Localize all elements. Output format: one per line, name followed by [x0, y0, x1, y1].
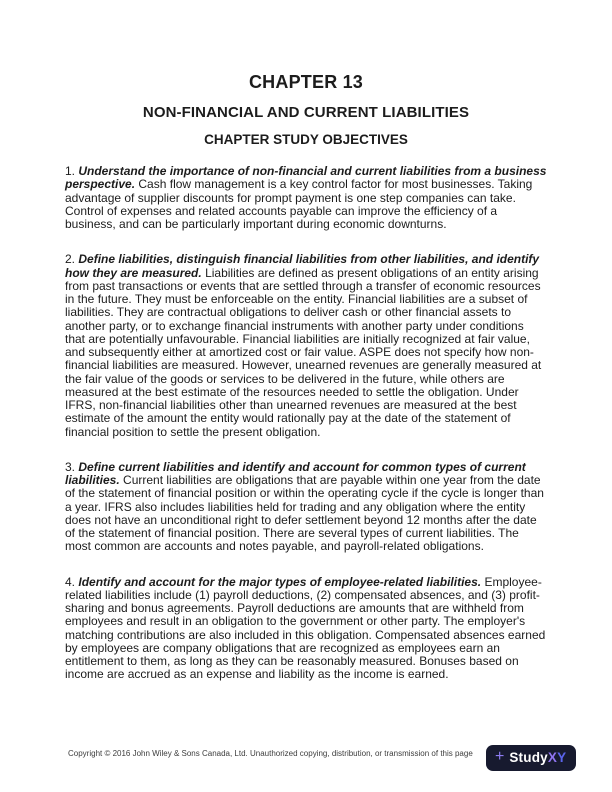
section-heading: CHAPTER STUDY OBJECTIVES: [204, 132, 408, 147]
objective-body: Cash flow management is a key control factor for most businesses. Taking advantage of supplier discounts for prompt payment is one step companies can take. Control of expenses and related accounts payable can improve the efficiency of a business, and can be particularly important during economic downturns.: [65, 177, 533, 231]
objective-body: Current liabilities are obligations that are payable within one year from the date of the statement of financial position or within the operating cycle if the cycle is longer than a year. IFRS also includes liabilities held for trading and any obligation where the entity does not have an unconditional right to defer settlement beyond 12 months after the date of the statement of financial position. There are several types of current liabilities. The most common are accounts and notes payable, and payroll-related obligations.: [65, 473, 544, 554]
objective-number: 3.: [65, 459, 76, 474]
objective-body: Employee-related liabilities include (1) payroll deductions, (2) compensated absences, and (3) profit-sharing and bonus agreements. Payroll deductions are amounts that are withheld from employees and result in an obligation to the government or other party. The employer's matching contributions are also included in this obligation. Compensated absences earned by employees are company obligations that are recognized as employees earn an entitlement to them, as long as they can be reasonably measured. Bonuses based on income are accrued as an expense and liability as the income is earned.: [65, 574, 546, 682]
objective-paragraph: [65, 253, 547, 439]
studyxy-brand-badge: [486, 745, 576, 771]
chapter-title: CHAPTER 13: [248, 72, 364, 92]
objective-lead: Define current liabilities and identify and account for common types of current liabilities.: [65, 459, 526, 487]
objective-number: 2.: [65, 252, 76, 267]
objective-number: 1.: [65, 164, 76, 178]
plus-icon: +: [495, 748, 505, 765]
objective-lead: Understand the importance of non-financial and current liabilities from a business perspective.: [65, 164, 547, 192]
objective-paragraph: [65, 165, 547, 231]
objective-number: 4.: [65, 574, 76, 589]
brand-name: [509, 751, 566, 765]
objective-paragraph: [65, 576, 547, 682]
objectives-list: [65, 165, 547, 682]
copyright-notice: Copyright © 2016 John Wiley & Sons Canada, Ltd. Unauthorized copying, distribution, or transmission of this page: [68, 749, 473, 758]
brand-name-x: X: [547, 750, 558, 766]
objective-lead: Define liabilities, distinguish financial liabilities from other liabilities, and identify how they are measured.: [65, 252, 540, 280]
brand-name-y: Y: [557, 750, 567, 766]
page-content: [65, 71, 547, 704]
objective-paragraph: [65, 461, 547, 554]
chapter-subtitle: NON-FINANCIAL AND CURRENT LIABILITIES: [142, 104, 470, 121]
brand-name-study: Study: [509, 750, 548, 766]
objective-body: Liabilities are defined as present obligations of an entity arising from past transactions or events that are settled through a transfer of economic resources in the future. They must be enforceable on the entity. Financial liabilities are a subset of liabilities. They are contractual obligations to deliver cash or other financial assets to another party, or to exchange financial instruments with another party under conditions that are potentially unfavourable. Financial liabilities are initially recognized at fair value, and subsequently either at amortized cost or fair value. ASPE does not specify how non-financial liabilities are measured. However, unearned revenues are generally measured at the fair value of the goods or services to be delivered in the future, while others are measured at the best estimate of the resources needed to settle the obligation. Under IFRS, non-financial liabilities other than unearned revenues are measured at the best estimate of the amount the entity would rationally pay at the date of the statement of financial position to settle the present obligation.: [65, 265, 542, 439]
objective-lead: Identify and account for the major types of employee-related liabilities.: [78, 574, 482, 589]
